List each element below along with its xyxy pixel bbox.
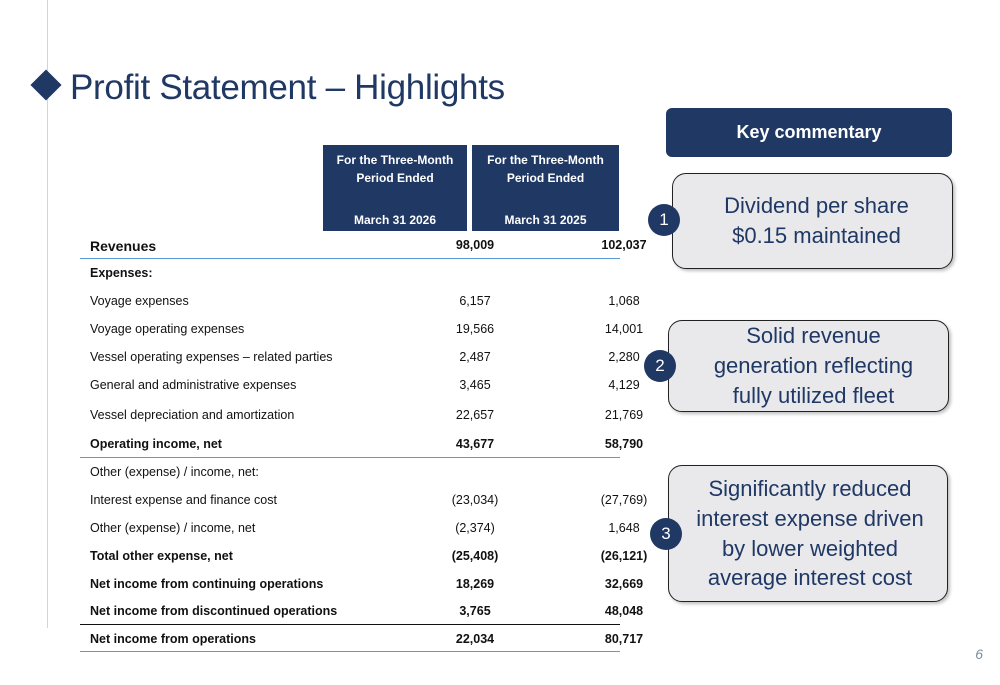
row-value-2025: 80,717 [604, 632, 644, 646]
row-value-2025: 48,048 [604, 604, 644, 618]
row-value-2025: 1,648 [608, 521, 640, 535]
row-label: Vessel depreciation and amortization [90, 408, 295, 422]
row-value-2026: 2,487 [459, 350, 491, 364]
row-label: Total other expense, net [90, 549, 233, 563]
row-value-2026: 3,765 [459, 604, 491, 618]
row-label: Voyage operating expenses [90, 322, 245, 336]
row-value-2025: (26,121) [600, 549, 648, 563]
row-value-2025: 2,280 [608, 350, 640, 364]
commentary-text: Solid revenue generation reflecting fully utilized fleet [713, 323, 914, 408]
row-value-2026: 22,034 [455, 632, 495, 646]
table-header-col1 [323, 145, 467, 231]
row-label: Net income from continuing operations [90, 577, 324, 591]
row-value-2025: 4,129 [608, 378, 640, 392]
divider [80, 624, 620, 625]
row-value-2025: 21,769 [604, 408, 644, 422]
row-label: General and administrative expenses [90, 378, 297, 392]
row-value-2025: (27,769) [600, 493, 648, 507]
table-header-col2 [472, 145, 619, 231]
row-value-2026: (23,034) [451, 493, 499, 507]
row-value-2026: 98,009 [455, 238, 495, 252]
row-value-2025: 14,001 [604, 322, 644, 336]
col2-period-label: For the Three-Month Period Ended [487, 153, 604, 185]
row-value-2025: 58,790 [604, 437, 644, 451]
row-label: Vessel operating expenses – related parties [90, 350, 333, 364]
row-value-2026: 22,657 [455, 408, 495, 422]
row-value-2025: 102,037 [601, 238, 647, 252]
row-value-2025: 1,068 [608, 294, 640, 308]
commentary-number-badge: 1 [648, 204, 680, 236]
row-label: Interest expense and finance cost [90, 493, 277, 507]
commentary-number-badge: 2 [644, 350, 676, 382]
row-value-2025: 32,669 [604, 577, 644, 591]
page-number: 6 [975, 646, 983, 662]
row-value-2026: (25,408) [451, 549, 499, 563]
row-label: Voyage expenses [90, 294, 189, 308]
col1-date-label: March 31 2026 [353, 213, 437, 227]
row-label: Net income from operations [90, 632, 256, 646]
row-value-2026: (2,374) [455, 521, 495, 535]
row-value-2026: 3,465 [459, 378, 491, 392]
divider [80, 651, 620, 652]
row-label: Operating income, net [90, 437, 222, 451]
divider [80, 258, 620, 259]
row-label: Net income from discontinued operations [90, 604, 338, 618]
row-value-2026: 18,269 [455, 577, 495, 591]
diamond-bullet-icon [30, 69, 61, 100]
page-title: Profit Statement – Highlights [70, 68, 505, 107]
commentary-text: Significantly reduced interest expense driven by lower weighted average interest cost [696, 476, 924, 591]
commentary-number-badge: 3 [650, 518, 682, 550]
row-value-2026: 43,677 [455, 437, 495, 451]
row-label: Revenues [90, 238, 157, 254]
row-value-2026: 19,566 [455, 322, 495, 336]
col2-date-label: March 31 2025 [504, 213, 587, 227]
commentary-box-1 [672, 173, 953, 269]
row-label: Other (expense) / income, net: [90, 465, 259, 479]
col1-period-label: For the Three-Month Period Ended [336, 153, 454, 185]
key-commentary-header: Key commentary [666, 108, 952, 157]
row-label: Expenses: [90, 266, 153, 280]
commentary-text: Dividend per share $0.15 maintained [724, 193, 909, 248]
row-value-2026: 6,157 [459, 294, 491, 308]
divider [80, 457, 620, 458]
row-label: Other (expense) / income, net [90, 521, 256, 535]
commentary-box-3 [668, 465, 948, 602]
commentary-box-2 [668, 320, 949, 412]
